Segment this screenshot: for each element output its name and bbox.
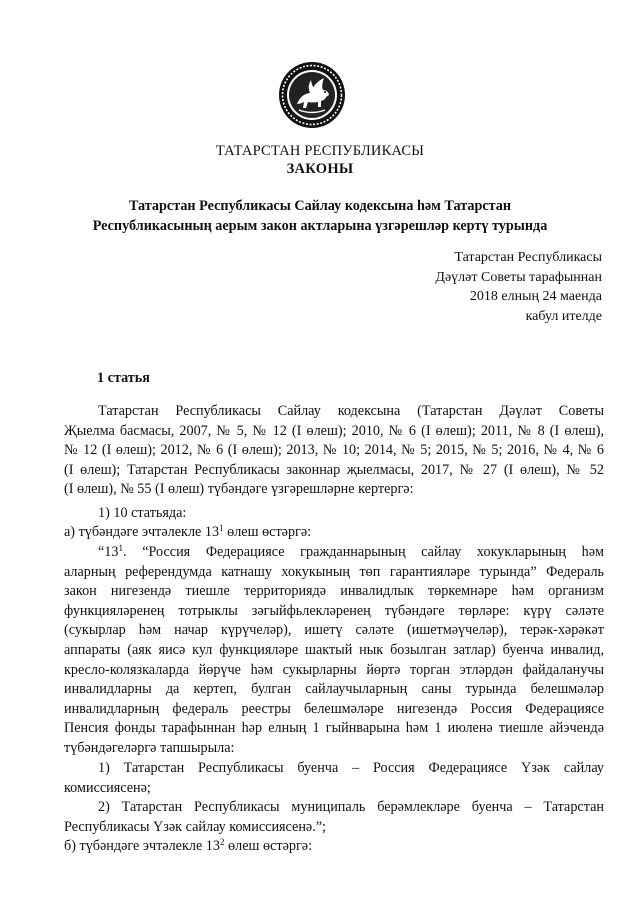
subitem-2: [64, 798, 604, 837]
item-1b-superscript: 2: [220, 837, 225, 847]
law-subject: [0, 196, 640, 236]
item-1b-text: б) түбәндәге эчтәлекле 13: [64, 838, 220, 854]
paragraph-line: кресло-колязкаларда йөрүче һәм сукырларны йөртә торган этләрдән файдаланучы: [64, 661, 604, 678]
paragraph-line: 2) Татарстан Республикасы муниципаль берәмлекләре буенча – Татарстан: [98, 799, 604, 815]
quote-line-text: . “Россия Федерациясе гражданнарының сайлау хокукларының һәм: [123, 544, 604, 560]
paragraph-line: түбәндәгеләргә тапшырыла:: [64, 739, 235, 756]
republic-title: ТАТАРСТАН РЕСПУБЛИКАСЫ: [215, 143, 425, 159]
quoted-section-13-1: [64, 543, 604, 759]
item-1b-text-end: өлеш өстәргә:: [224, 838, 313, 854]
law-subject-line: Татарстан Республикасы Сайлау кодексына һәм Татарстан: [128, 198, 512, 214]
paragraph-line: (I өлеш), № 55 (I өлеш) түбәндәге үзгәрешләрне кертергә:: [64, 481, 414, 498]
item-1a-text-end: өлеш өстәргә:: [223, 524, 312, 540]
quote-start: “13: [98, 544, 119, 560]
paragraph-line: аппараты (аяк яисә кул функцияләре шактый нык бозылган затлар) буенча инвалид,: [64, 641, 604, 658]
paragraph-line: (сукырлар һәм начар күрүчеләр), ишетү сәләте (ишетмәүчеләр), терәк-хәрәкәт: [64, 622, 604, 639]
paragraph-line: Җыелма басмасы, 2007, № 5, № 12 (I өлеш); 2010, № 6 (I өлеш); 2011, № 8 (I өлеш),: [64, 422, 604, 439]
item-1: 1) 10 статьяда:: [98, 505, 187, 521]
paragraph-line: № 12 (I өлеш); 2012, № 6 (I өлеш); 2013, № 10; 2014, № 5; 2015, № 5; 2016, № 4, № 6: [64, 442, 604, 459]
paragraph-line: 1) Татарстан Республикасы буенча – Россия Федерациясе Үзәк сайлау: [98, 760, 604, 776]
paragraph-line: Татарстан Республикасы Сайлау кодексына (Татарстан Дәүләт Советы: [98, 403, 604, 419]
subitem-1: [64, 759, 604, 798]
paragraph-line: закон нигезендә тиешле территориядә инвалидлык төркемнәре һәм организм: [64, 583, 604, 600]
paragraph-line: (I өлеш); Татарстан Республикасы законнар җыелмасы, 2017, № 27 (I өлеш), № 52: [64, 461, 604, 478]
adoption-line: Татарстан Республикасы: [454, 250, 602, 265]
quote-superscript: 1: [118, 543, 123, 553]
item-1a: [64, 523, 311, 543]
paragraph-line: Пенсия фонды тарафыннан һәр елның 1 гыйнварына һәм 1 июленә тиешле айэчендә: [64, 720, 604, 737]
law-subject-line: Республикасының аерым закон актларына үзгәрешләр кертү турында: [92, 218, 548, 234]
adoption-line: кабул ителде: [525, 308, 602, 324]
paragraph-line: функцияләренең тотрыклы зәгыйфьлекләренең түбәндәге төрләре: күрү сәләте: [64, 602, 604, 619]
paragraph-line: [64, 543, 604, 563]
adoption-line: Дәүләт Советы тарафыннан: [435, 269, 602, 285]
paragraph-line: комиссиясенә;: [64, 779, 151, 796]
article-intro-paragraph: [64, 402, 604, 500]
item-1a-superscript: 1: [219, 523, 224, 533]
paragraph-line: инвалидларның федераль реестры белешмәләре нигезендә Россия Федерациясе: [64, 700, 604, 717]
document-type-title: ЗАКОНЫ: [286, 161, 354, 177]
item-1a-text: а) түбәндәге эчтәлекле 13: [64, 524, 220, 540]
article-heading: 1 статья: [97, 370, 150, 386]
paragraph-line: инвалидларны да кертеп, булган сайлаучыларның саны турында белешмәләр: [64, 681, 604, 698]
paragraph-line: Республикасы Үзәк сайлау комиссиясенә.”;: [64, 818, 327, 835]
paragraph-line: аларның референдумда катнашу хокукының төп гарантияләре турында” Федераль: [64, 563, 604, 580]
adoption-block: [435, 248, 602, 326]
tatarstan-emblem-icon: [277, 60, 347, 130]
adoption-line: 2018 елның 24 маенда: [469, 289, 602, 304]
item-1b: [64, 837, 312, 857]
